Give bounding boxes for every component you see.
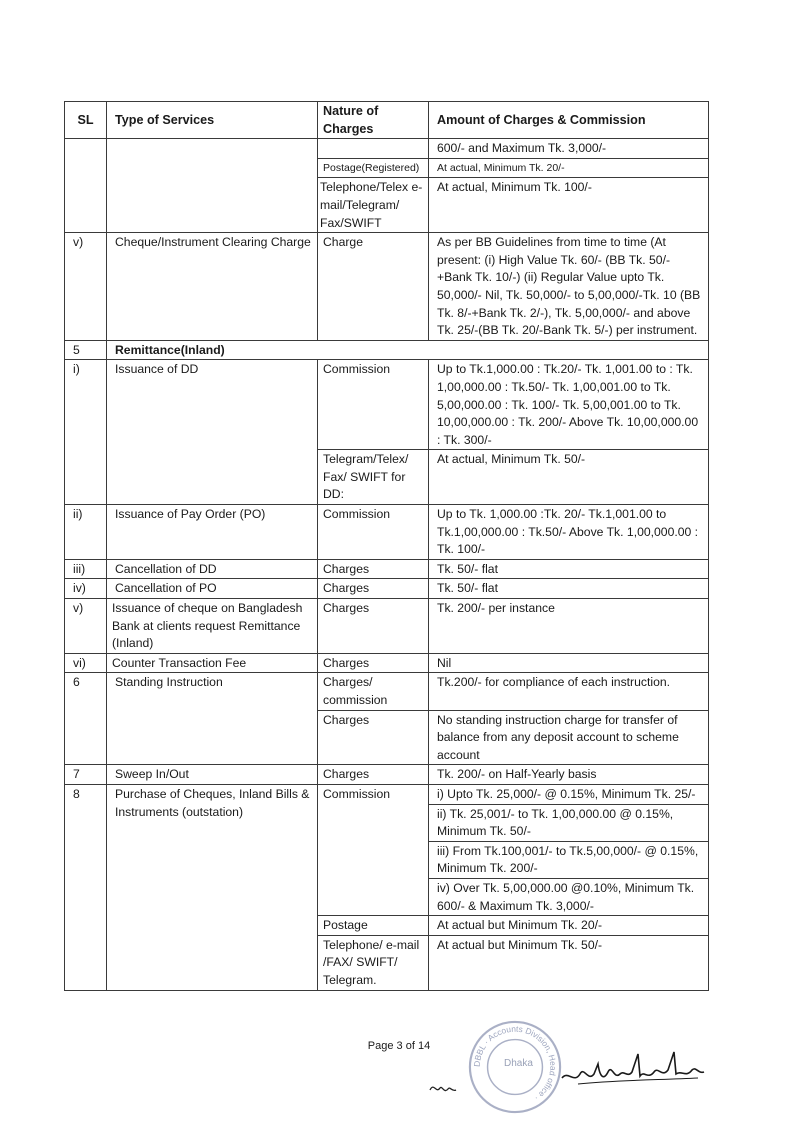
amount-cell: Nil [429,653,709,673]
nature-cell: Telephone/ e-mail /FAX/ SWIFT/ Telegram. [318,935,429,990]
service-cell: Issuance of DD [107,360,318,505]
sl-cell: 8 [65,784,107,990]
initials-mark [428,1080,458,1096]
nature-cell: Telegram/Telex/ Fax/ SWIFT for DD: [318,450,429,505]
service-cell: Cancellation of DD [107,559,318,579]
svg-text:DBBL · Accounts Division, Head: DBBL · Accounts Division, Head office · [471,1023,559,1104]
page-number: Page 3 of 14 [367,1040,431,1052]
nature-cell: Telephone/Telex e-mail/Telegram/ Fax/SWIFT [318,178,429,233]
sl-cell: v) [65,233,107,341]
section-row [65,340,709,360]
sl-cell [65,139,107,233]
nature-cell: Charges [318,653,429,673]
nature-cell: Charges [318,599,429,654]
nature-cell: Commission [318,360,429,450]
sl-cell: 6 [65,673,107,765]
amount-cell: Tk. 50/- flat [429,579,709,599]
sl-cell: iii) [65,559,107,579]
nature-cell: Charge [318,233,429,341]
service-cell: Purchase of Cheques, Inland Bills & Instruments (outstation) [107,784,318,990]
amount-cell: Tk. 50/- flat [429,559,709,579]
table-row [65,559,709,579]
table-row [65,360,709,450]
nature-cell: Charges [318,559,429,579]
section-title: Remittance(Inland) [107,340,709,360]
amount-cell: At actual but Minimum Tk. 20/- [429,916,709,936]
amount-cell: iv) Over Tk. 5,00,000.00 @0.10%, Minimum Tk. 600/- & Maximum Tk. 3,000/- [429,878,709,915]
table-row [65,233,709,341]
amount-cell: Tk. 200/- per instance [429,599,709,654]
amount-cell: i) Upto Tk. 25,000/- @ 0.15%, Minimum Tk. 25/- [429,784,709,804]
sl-cell: i) [65,360,107,505]
seal-city: Dhaka [504,1058,533,1069]
nature-cell: Postage [318,916,429,936]
header-sl: SL [65,102,107,139]
sl-cell: 5 [65,340,107,360]
amount-cell: 600/- and Maximum Tk. 3,000/- [429,139,709,159]
nature-cell [318,139,429,159]
sl-cell: vi) [65,653,107,673]
amount-cell: At actual, Minimum Tk. 100/- [429,178,709,233]
table-header-row [65,102,709,139]
service-cell: Issuance of Pay Order (PO) [107,505,318,560]
service-cell [107,139,318,233]
table-row [65,579,709,599]
amount-cell: At actual, Minimum Tk. 50/- [429,450,709,505]
sl-cell: 7 [65,765,107,785]
nature-cell: Commission [318,505,429,560]
table-row [65,139,709,159]
service-cell: Counter Transaction Fee [107,653,318,673]
amount-cell: Up to Tk. 1,000.00 :Tk. 20/- Tk.1,001.00 to Tk.1,00,000.00 : Tk.50/- Above Tk. 1,00,000.00 : Tk. 100/- [429,505,709,560]
header-amount: Amount of Charges & Commission [429,102,709,139]
service-cell: Issuance of cheque on Bangladesh Bank at clients request Remittance (Inland) [107,599,318,654]
table-row [65,784,709,804]
nature-cell: Charges [318,765,429,785]
table-row [65,673,709,710]
service-cell: Cheque/Instrument Clearing Charge [107,233,318,341]
service-cell: Standing Instruction [107,673,318,765]
amount-cell: No standing instruction charge for transfer of balance from any deposit account to scheme account [429,710,709,765]
nature-cell: Charges/ commission [318,673,429,710]
amount-cell: ii) Tk. 25,001/- to Tk. 1,00,000.00 @ 0.15%, Minimum Tk. 50/- [429,804,709,841]
amount-cell: Up to Tk.1,000.00 : Tk.20/- Tk. 1,001.00 to : Tk. 1,00,000.00 : Tk.50/- Tk. 1,00,001.00 to Tk. 5,00,000.00 : Tk. 100/- Tk. 5,00,001.00 to Tk. 10,00,000.00 : Tk. 200/- Above Tk. 10,00,000.00 : Tk. 300/- [429,360,709,450]
sl-cell: ii) [65,505,107,560]
service-cell: Cancellation of PO [107,579,318,599]
amount-cell: As per BB Guidelines from time to time (At present: (i) High Value Tk. 60/- (BB Tk. 50/- +Bank Tk. 10/-) (ii) Regular Value upto Tk. 50,000/- Nil, Tk. 50,000/- to 5,00,000/-Tk. 10 (BB Tk. 8/-+Bank Tk. 2/-), Tk. 5,00,000/- and above Tk. 25/-(BB Tk. 20/-Bank Tk. 5/-) per instrument. [429,233,709,341]
table-row [65,653,709,673]
nature-cell: Charges [318,579,429,599]
table-row [65,505,709,560]
table-row [65,599,709,654]
sl-cell: v) [65,599,107,654]
service-cell: Sweep In/Out [107,765,318,785]
amount-cell: iii) From Tk.100,001/- to Tk.5,00,000/- @ 0.15%, Minimum Tk. 200/- [429,841,709,878]
nature-cell: Commission [318,784,429,915]
charges-table [64,101,709,991]
nature-cell: Postage(Registered) [318,158,429,178]
table-row [65,765,709,785]
amount-cell: Tk.200/- for compliance of each instruction. [429,673,709,710]
amount-cell: Tk. 200/- on Half-Yearly basis [429,765,709,785]
nature-cell: Charges [318,710,429,765]
sl-cell: iv) [65,579,107,599]
header-nature: Nature of Charges [318,102,429,139]
header-service: Type of Services [107,102,318,139]
amount-cell: At actual but Minimum Tk. 50/- [429,935,709,990]
signature [558,1044,708,1094]
amount-cell: At actual, Minimum Tk. 20/- [429,158,709,178]
